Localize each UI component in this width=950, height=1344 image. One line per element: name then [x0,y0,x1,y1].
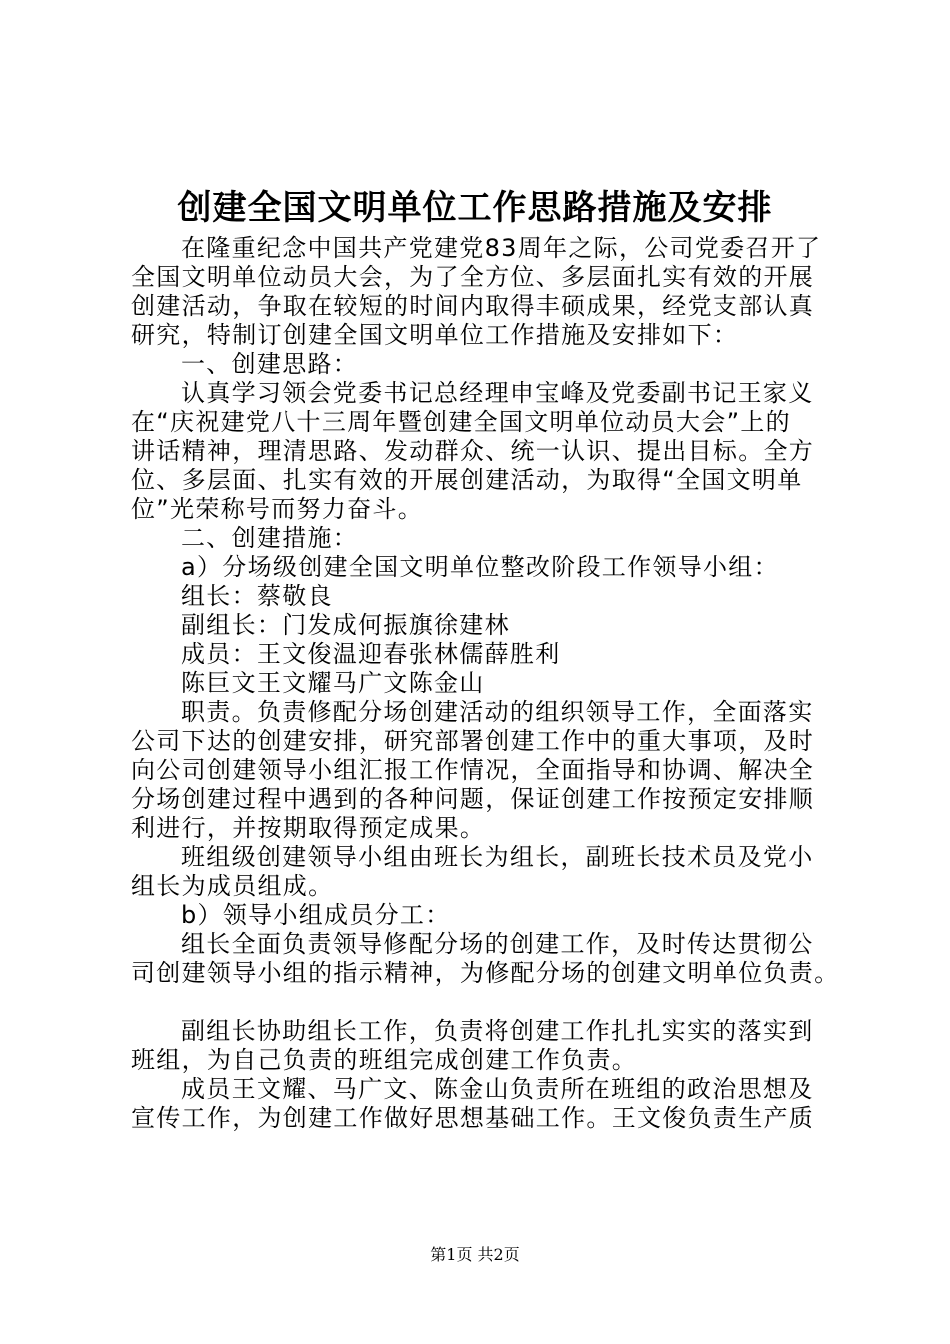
document-title: 创建全国文明单位工作思路措施及安排 [177,188,773,228]
body-line: 研究，特制订创建全国文明单位工作措施及安排如下： [131,321,739,349]
body-line: 宣传工作，为创建工作做好思想基础工作。王文俊负责生产质 [131,1104,815,1132]
body-line: 组长：蔡敬良 [181,582,333,610]
body-line: 公司下达的创建安排，研究部署创建工作中的重大事项，及时 [131,727,815,755]
body-line: 向公司创建领导小组汇报工作情况，全面指导和协调、解决全 [131,756,815,784]
body-line: 创建活动，争取在较短的时间内取得丰硕成果，经党支部认真 [131,292,815,320]
body-line: 陈巨文王文耀马广文陈金山 [181,669,485,697]
body-line: 位”光荣称号而努力奋斗。 [131,495,424,523]
body-line: 认真学习领会党委书记总经理申宝峰及党委副书记王家义 [181,379,814,407]
body-line: 在隆重纪念中国共产党建党83周年之际，公司党委召开了 [181,234,822,262]
body-line: 成员：王文俊温迎春张林儒薛胜利 [181,640,561,668]
page-footer [0,1244,950,1266]
body-line: 利进行，并按期取得预定成果。 [131,814,486,842]
body-line: 班组级创建领导小组由班长为组长，副班长技术员及党小 [181,843,814,871]
section-heading: 二、创建措施： [181,524,359,552]
body-line: 成员王文耀、马广文、陈金山负责所在班组的政治思想及 [181,1075,814,1103]
body-line: 组长全面负责领导修配分场的创建工作，及时传达贯彻公 [181,930,814,958]
paragraph-spacer [131,988,831,1017]
body-line: 讲话精神，理清思路、发动群众、统一认识、提出目标。全方 [131,437,815,465]
subsection-heading: a）分场级创建全国文明单位整改阶段工作领导小组： [181,553,779,581]
subsection-heading: b）领导小组成员分工： [181,901,451,929]
body-line: 班组，为自己负责的班组完成创建工作负责。 [131,1046,637,1074]
body-line: 全国文明单位动员大会，为了全方位、多层面扎实有效的开展 [131,263,815,291]
body-line: 职责。负责修配分场创建活动的组织领导工作，全面落实 [181,698,814,726]
document-body [131,234,840,1133]
body-line: 司创建领导小组的指示精神，为修配分场的创建文明单位负责。 [131,959,840,987]
section-heading: 一、创建思路： [181,350,359,378]
body-line: 在“庆祝建党八十三周年暨创建全国文明单位动员大会”上的 [131,408,791,436]
body-line: 分场创建过程中遇到的各种问题，保证创建工作按预定安排顺 [131,785,815,813]
body-line: 位、多层面、扎实有效的开展创建活动，为取得“全国文明单 [131,466,803,494]
body-line: 副组长协助组长工作，负责将创建工作扎扎实实的落实到 [181,1017,814,1045]
page-number: 第1页 共2页 [430,1245,520,1264]
body-line: 组长为成员组成。 [131,872,334,900]
body-line: 副组长：门发成何振旗徐建林 [181,611,510,639]
